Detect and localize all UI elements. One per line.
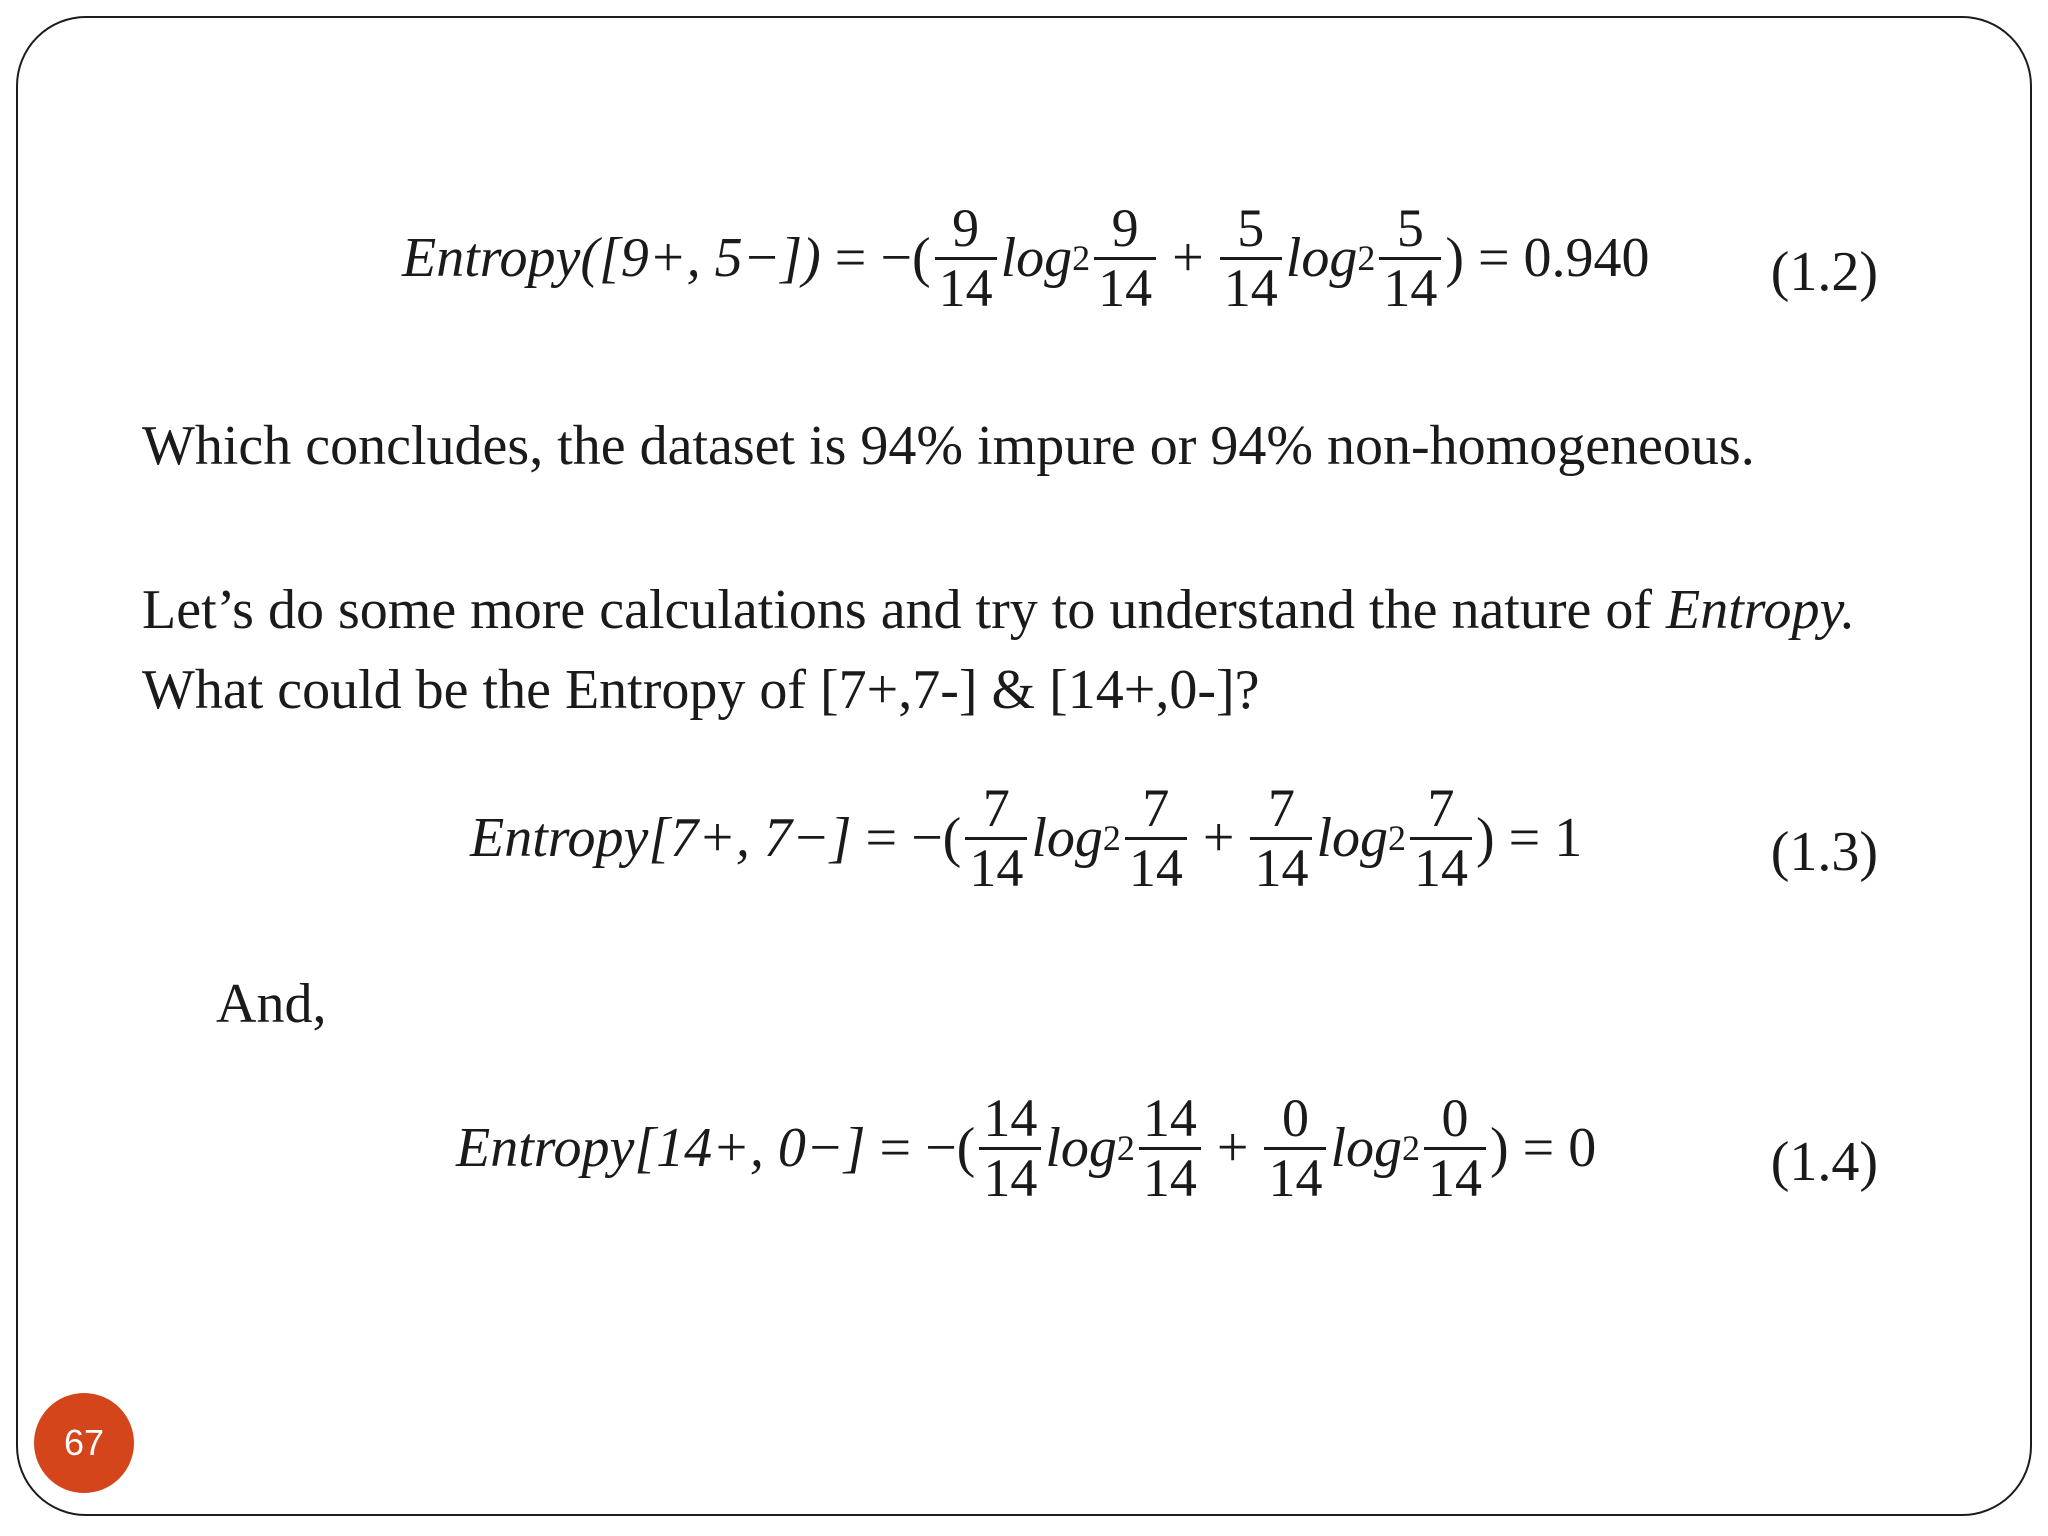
fraction-numerator: 7 (1142, 778, 1170, 838)
fraction (1094, 200, 1156, 316)
fraction-denominator: 14 (983, 1147, 1038, 1208)
fraction-numerator: 14 (1142, 1088, 1197, 1148)
fraction (1424, 1090, 1486, 1206)
fraction-denominator: 14 (1414, 837, 1469, 898)
fraction (935, 200, 997, 316)
page-number-badge: 67 (34, 1393, 134, 1493)
log-base: 2 (1357, 238, 1376, 279)
fraction-numerator: 5 (1237, 198, 1265, 258)
log-base: 2 (1402, 1128, 1421, 1169)
equation-lhs: Entropy([9+, 5−]) (402, 227, 821, 290)
log-base: 2 (1102, 818, 1121, 859)
log-function: log (1285, 227, 1358, 290)
fraction-numerator: 14 (983, 1088, 1038, 1148)
fraction-denominator: 14 (1098, 257, 1153, 318)
fraction-denominator: 14 (1223, 257, 1278, 318)
fraction (979, 1090, 1041, 1206)
and-label: And, (216, 973, 327, 1035)
fraction-denominator: 14 (1254, 837, 1309, 898)
plus-operator: + (1202, 807, 1235, 870)
equation-1-3 (470, 780, 1582, 896)
fraction-numerator: 9 (1111, 198, 1139, 258)
equation-result: ) = 0.940 (1445, 227, 1650, 290)
fraction (1250, 780, 1312, 896)
fraction-denominator: 14 (1142, 1147, 1197, 1208)
fraction (1220, 200, 1282, 316)
fraction-denominator: 14 (1428, 1147, 1483, 1208)
log-function: log (1000, 227, 1073, 290)
fraction-denominator: 14 (1268, 1147, 1323, 1208)
fraction (1139, 1090, 1201, 1206)
equation-1-2 (402, 200, 1650, 316)
fraction-numerator: 7 (982, 778, 1010, 838)
equation-result: ) = 1 (1476, 807, 1583, 870)
fraction-denominator: 14 (969, 837, 1024, 898)
fraction-numerator: 5 (1396, 198, 1424, 258)
equation-operator: = −( (879, 1117, 976, 1180)
question-line-1 (142, 570, 1855, 650)
equation-1-4 (456, 1090, 1596, 1206)
log-function: log (1316, 807, 1389, 870)
log-base: 2 (1072, 238, 1091, 279)
fraction-denominator: 14 (938, 257, 993, 318)
fraction-numerator: 7 (1267, 778, 1295, 838)
plus-operator: + (1216, 1117, 1249, 1180)
entropy-term: Entropy. (1666, 579, 1856, 641)
fraction (1125, 780, 1187, 896)
fraction (965, 780, 1027, 896)
conclusion-text: Which concludes, the dataset is 94% impure or 94% non-homogeneous. (142, 415, 1755, 477)
fraction (1379, 200, 1441, 316)
equation-operator: = −( (865, 807, 962, 870)
equation-number: (1.2) (1770, 241, 1878, 303)
fraction-numerator: 7 (1427, 778, 1455, 838)
plus-operator: + (1172, 227, 1204, 290)
log-base: 2 (1388, 818, 1407, 859)
equation-operator: = −( (834, 227, 931, 290)
equation-number: (1.3) (1770, 821, 1878, 883)
equation-number: (1.4) (1770, 1131, 1878, 1193)
question-text: Let’s do some more calculations and try to understand the nature of (142, 579, 1667, 641)
fraction-numerator: 0 (1281, 1088, 1309, 1148)
log-base: 2 (1116, 1128, 1135, 1169)
equation-lhs: Entropy[14+, 0−] (456, 1117, 866, 1180)
fraction-numerator: 0 (1441, 1088, 1469, 1148)
fraction-numerator: 9 (952, 198, 980, 258)
question-line-2: What could be the Entropy of [7+,7-] & [14+,0-]? (142, 659, 1260, 721)
equation-lhs: Entropy[7+, 7−] (470, 807, 852, 870)
log-function: log (1031, 807, 1103, 870)
fraction (1264, 1090, 1326, 1206)
equation-result: ) = 0 (1490, 1117, 1597, 1180)
log-function: log (1330, 1117, 1403, 1180)
log-function: log (1045, 1117, 1117, 1180)
fraction-denominator: 14 (1383, 257, 1438, 318)
fraction-denominator: 14 (1128, 837, 1183, 898)
fraction (1410, 780, 1472, 896)
slide-frame (16, 16, 2032, 1516)
